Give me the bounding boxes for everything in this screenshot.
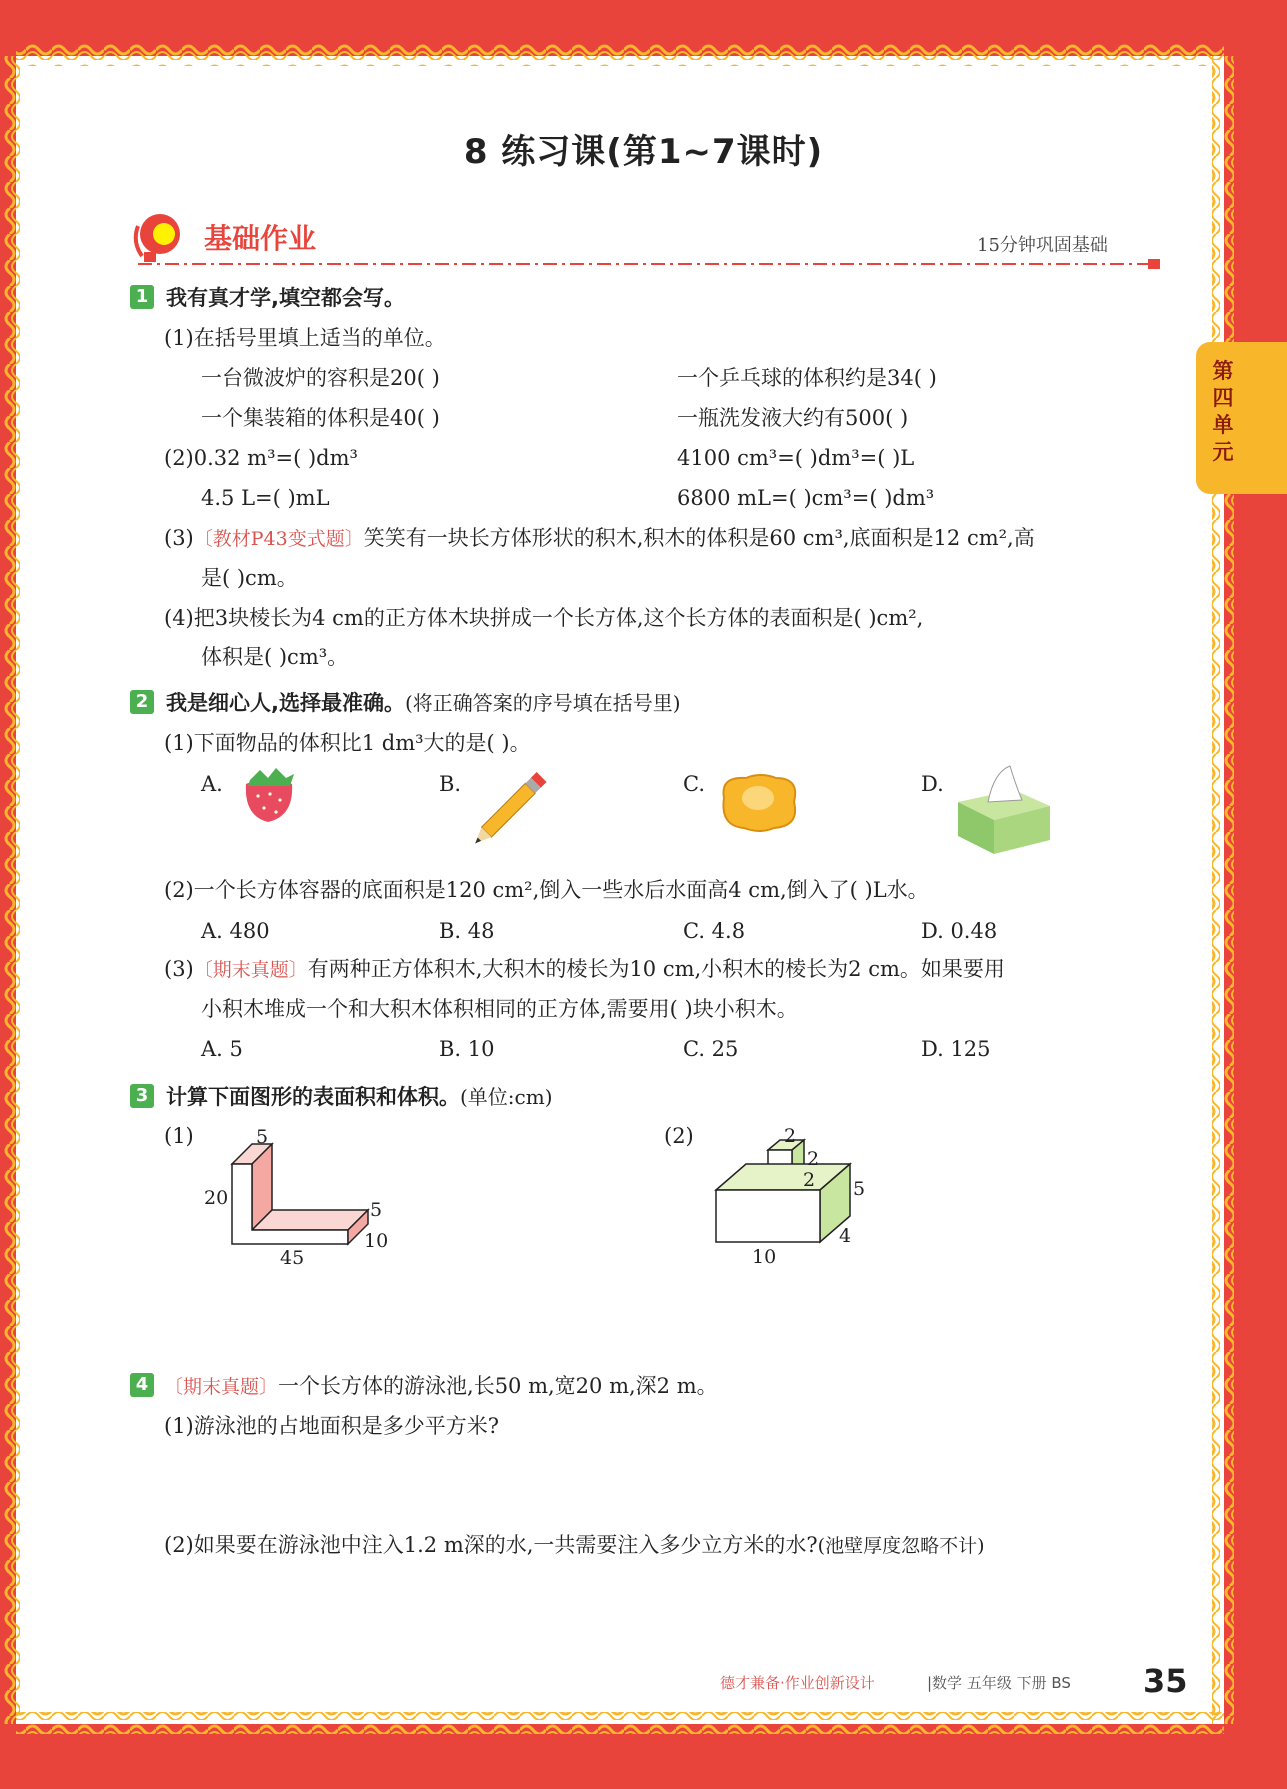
section-subtitle: 15分钟巩固基础 [977,235,1108,256]
q1-part2-a: (2)0.32 m³=( )dm³ [164,446,358,470]
dim-label: 5 [370,1199,383,1221]
question-title: 我有真才学,填空都会写。 [166,286,405,310]
q1-part1: (1)在括号里填上适当的单位。 [164,326,446,350]
q2-title-text: 我是细心人,选择最准确。 [166,691,405,715]
q3-title-note: (单位:cm) [460,1085,553,1109]
q2-part1: (1)下面物品的体积比1 dm³大的是( )。 [164,731,531,755]
q4-part2-note: (池壁厚度忽略不计) [817,1535,985,1557]
source-tag: 〔期末真题〕 [193,959,308,981]
q1-part3-prefix: (3) [164,526,194,550]
dim-label: 20 [204,1187,229,1209]
question-number: 3 [130,1084,154,1108]
dim-label: 45 [280,1247,305,1269]
q1-part4-line2: 体积是( )cm³。 [201,645,349,669]
option-label: A. [201,772,223,796]
dim-label: 4 [839,1225,852,1247]
unit-side-label: 第四单元 [1212,359,1234,464]
dim-label: 5 [256,1126,269,1148]
q1-part1-b: 一个乒乓球的体积约是34( ) [677,366,937,390]
option-label: C. [683,772,705,796]
q2-part3-prefix: (3) [164,957,194,981]
q2-title-note: (将正确答案的序号填在括号里) [404,691,681,715]
q4-part2-text: (2)如果要在游泳池中注入1.2 m深的水,一共需要注入多少立方米的水? [164,1533,818,1557]
q1-part2-c: 4.5 L=( )mL [201,486,330,510]
option-label: B. 10 [439,1037,495,1061]
q2-part3-line2: 小积木堆成一个和大积木体积相同的正方体,需要用( )块小积木。 [201,997,798,1021]
option-label: A. 480 [201,919,270,943]
question-number: 4 [130,1373,154,1397]
figure-label: (2) [664,1124,694,1148]
question-number: 1 [130,285,154,309]
dim-label: 2 [807,1148,820,1170]
dim-label: 10 [752,1246,777,1268]
q3-title-text: 计算下面图形的表面积和体积。 [166,1085,460,1109]
question-title [166,1083,553,1111]
q4-part1: (1)游泳池的占地面积是多少平方米? [164,1414,500,1438]
q1-part3-text: 笑笑有一块长方体形状的积木,积木的体积是60 cm³,底面积是12 cm²,高 [363,526,1035,550]
q1-part2-d: 6800 mL=( )cm³=( )dm³ [677,486,935,510]
question-title [164,1372,718,1401]
strawberry-icon [236,766,306,826]
q4-part2 [164,1531,985,1560]
soap-icon [716,768,802,838]
source-tag: 〔教材P43变式题〕 [193,528,364,550]
lamp-icon [136,214,180,262]
q1-part2-b: 4100 cm³=( )dm³=( )L [677,446,915,470]
pencil-icon [472,766,556,846]
q1-part3 [164,524,1035,553]
q1-part3-line2: 是( )cm。 [201,566,298,590]
question-title [166,689,681,717]
option-label: C. 4.8 [683,919,746,943]
option-label: D. 0.48 [921,919,998,943]
q2-part3 [164,955,1005,984]
q4-title-text: 一个长方体的游泳池,长50 m,宽20 m,深2 m。 [278,1374,718,1398]
page-title: 8 练习课(第1~7课时) [463,132,824,172]
option-label: D. [921,772,944,796]
q1-part1-d: 一瓶洗发液大约有500( ) [677,406,909,430]
footer-brand: 德才兼备·作业创新设计 [720,1674,875,1692]
dim-label: 10 [364,1230,389,1252]
page-number: 35 [1143,1662,1188,1700]
option-label: B. 48 [439,919,495,943]
q1-part1-c: 一个集装箱的体积是40( ) [201,406,440,430]
option-label: C. 25 [683,1037,739,1061]
footer-book-info: |数学 五年级 下册 BS [927,1674,1071,1692]
q2-part3-text: 有两种正方体积木,大积木的棱长为10 cm,小积木的棱长为2 cm。如果要用 [307,957,1005,981]
source-tag: 〔期末真题〕 [164,1376,279,1398]
q1-part4: (4)把3块棱长为4 cm的正方体木块拼成一个长方体,这个长方体的表面积是( )cm², [164,606,924,630]
dim-label: 5 [853,1178,866,1200]
dim-label: 2 [784,1125,797,1147]
option-label: B. [439,772,462,796]
q2-part2: (2)一个长方体容器的底面积是120 cm²,倒入一些水后水面高4 cm,倒入了( )L水。 [164,878,929,902]
option-label: D. 125 [921,1037,991,1061]
figure-label: (1) [164,1124,194,1148]
option-label: A. 5 [201,1037,243,1061]
q1-part1-a: 一台微波炉的容积是20( ) [201,366,440,390]
question-number: 2 [130,690,154,714]
section-title: 基础作业 [204,222,317,255]
dim-label: 2 [803,1169,816,1191]
tissue-box-icon [954,762,1054,856]
